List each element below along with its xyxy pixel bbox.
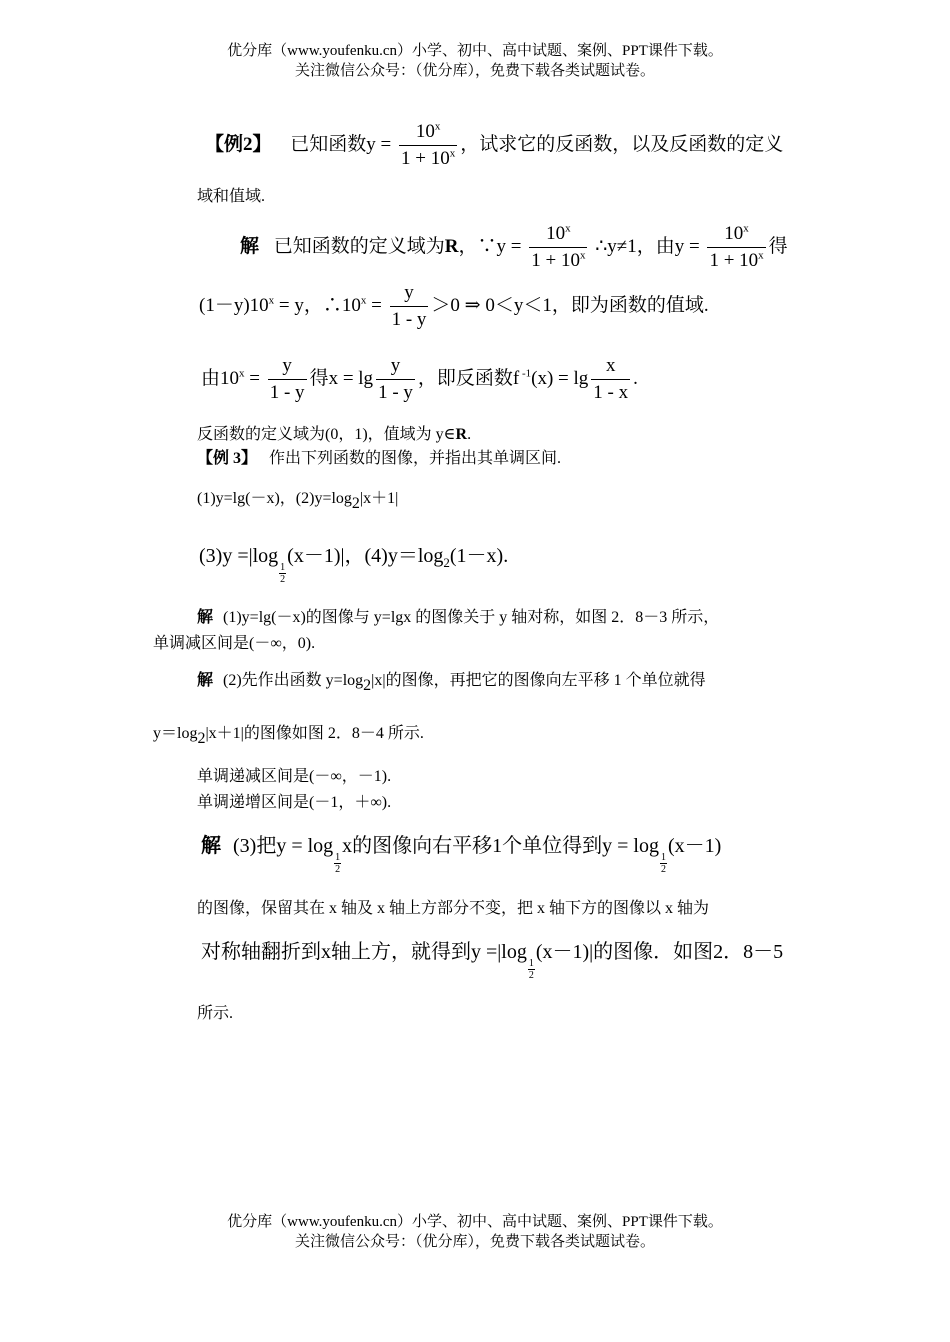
example-2-label: 【例2】 bbox=[205, 133, 272, 155]
example-3-label: 【例 3】 bbox=[197, 450, 258, 467]
solution-2-line-2: $(1-y)10^x = y$，$\therefore 10^x$ = $\frac{y}{1 - y}$ ＞0 ⇒ 0＜y＜1，即为函数的值域. bbox=[199, 282, 709, 330]
solution-3-1-line-1: 解 (1)y=lg(－x)的图像与 y=lgx 的图像关于 y 轴对称，如图 2．8－3 所示， bbox=[197, 609, 720, 626]
solution-3-3-line-2: 的图像，保留其在 x 轴及 x 轴上方部分不变，把 x 轴下方的图像以 x 轴为 bbox=[197, 900, 710, 917]
increasing-interval: 单调递增区间是(－1，＋∞). bbox=[197, 794, 392, 811]
footer-line-2: 关注微信公众号：（优分库），免费下载各类试题试卷。 bbox=[294, 1234, 655, 1250]
decreasing-interval: 单调递减区间是(－∞，－1). bbox=[197, 768, 392, 785]
solution-2-line-1: 解 已知函数的定义域为R，∵y = $\frac{10^x}{1 + 10^x}$ ∴y≠1，由y = $\frac{10^x}{1 + 10^x}$ 得 bbox=[240, 222, 788, 271]
example-3-functions-3-4: (3)y =|log $\frac{1}{2}$ (x－1)|，$(4)y=\log_2(1-x)$. bbox=[199, 545, 509, 585]
solution-3-3-line-3: 对称轴翻折到x轴上方，就得到y =|log $\frac{1}{2}$ (x－1)|的图像．如图2．8－5 bbox=[201, 941, 784, 981]
solution-label: 解 bbox=[240, 235, 260, 257]
example-2-line-2: 域和值域. bbox=[197, 188, 266, 205]
footer-line-1: 优分库（www.youfenku.cn）小学、初中、高中试题、案例、PPT课件下载。 bbox=[227, 1214, 723, 1230]
header-line-2: 关注微信公众号：（优分库），免费下载各类试题试卷。 bbox=[294, 63, 655, 79]
solution-2-line-4: 反函数的定义域为(0，1)，值域为 y∈R. bbox=[197, 426, 472, 443]
solution-3-2-line-1: 解 (2)先作出函数 y=log2|x|的图像，再把它的图像向左平移 1 个单位就得 bbox=[197, 672, 706, 694]
header-line-1: 优分库（www.youfenku.cn）小学、初中、高中试题、案例、PPT课件下载。 bbox=[227, 43, 723, 59]
example-3-functions-1-2: (1)y=lg(－x)，(2)y=log2|x＋1| bbox=[197, 490, 399, 512]
solution-3-3-line-1: 解 (3)把y = log $\frac{1}{2}$ x的图像向右平移1个单位得到y = log $\frac{1}{2}$ (x－1) bbox=[201, 835, 722, 875]
solution-3-2-line-2: y＝log2|x＋1|的图像如图 2．8－4 所示. bbox=[153, 725, 424, 747]
example-2-statement: 【例2】 已知函数y = $\frac{10^x}{1 + 10^x}$ ，试求它的反函数，以及反函数的定义 bbox=[205, 120, 784, 169]
solution-2-line-3: 由$10^x$ = $\frac{y}{1 - y}$ 得x = lg $\frac{y}{1 - y}$ ，即反函数f $^{-1}$(x) = lg $\frac{x}{1 - x}$ . bbox=[201, 355, 638, 403]
solution-3-1-line-2: 单调减区间是(－∞，0). bbox=[153, 635, 316, 652]
solution-3-3-line-4: 所示. bbox=[197, 1005, 234, 1022]
example-3-statement: 【例 3】 作出下列函数的图像，并指出其单调区间. bbox=[197, 450, 562, 467]
example-2-fraction: $\frac{10^x}{1 + 10^x}$ bbox=[401, 120, 456, 169]
